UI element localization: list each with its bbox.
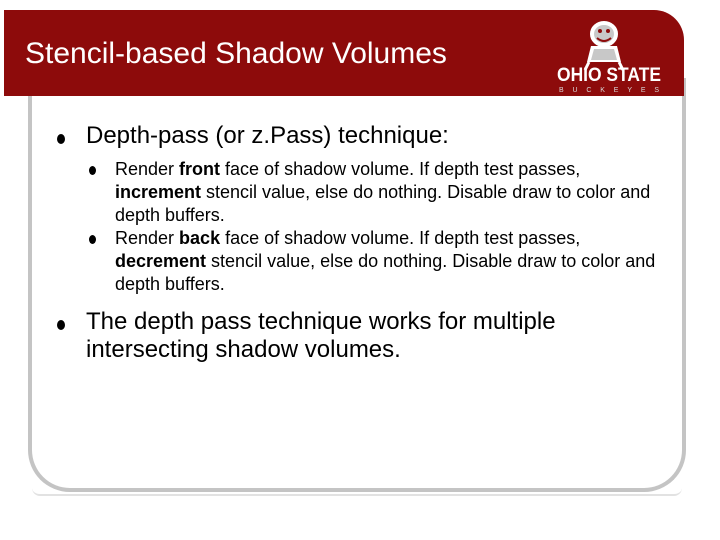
- emphasis-text: front: [179, 159, 221, 179]
- sub-bullet-text: face of shadow volume. If depth test passes,: [220, 228, 581, 248]
- logo-sub-text: BUCKEYES: [559, 87, 659, 94]
- logo-main-text: OHIO STATE: [557, 65, 661, 86]
- emphasis-text: back: [179, 228, 221, 248]
- emphasis-text: decrement: [115, 251, 207, 271]
- slide-content: [52, 122, 672, 364]
- sub-bullet-text: Render: [115, 159, 180, 179]
- bullet-item: [52, 308, 672, 364]
- sub-bullet-text: Render: [115, 228, 180, 248]
- sub-bullet-item: [52, 227, 660, 296]
- emphasis-text: increment: [115, 182, 202, 202]
- bullet-item: [52, 122, 672, 150]
- bullet-dot-icon: [57, 320, 65, 330]
- bullet-text: The depth pass technique works for multiple intersecting shadow volumes.: [86, 308, 556, 363]
- sub-bullet-text: face of shadow volume. If depth test passes,: [220, 159, 581, 179]
- bullet-text: Depth-pass (or z.Pass) technique:: [86, 122, 449, 149]
- ohio-state-logo-icon: [555, 14, 673, 94]
- bullet-dot-icon: [57, 134, 65, 144]
- sub-bullet-dot-icon: [89, 235, 96, 244]
- sub-bullet-item: [52, 158, 660, 227]
- slide-title: Stencil-based Shadow Volumes: [25, 37, 447, 70]
- sub-bullet-text: stencil value, else do nothing. Disable draw to color and depth buffers.: [115, 182, 651, 225]
- sub-bullet-text: stencil value, else do nothing. Disable draw to color and depth buffers.: [115, 251, 656, 294]
- brutus-mascot-icon: [585, 22, 623, 70]
- sub-bullet-dot-icon: [89, 166, 96, 175]
- sub-bullet-list: [52, 158, 672, 296]
